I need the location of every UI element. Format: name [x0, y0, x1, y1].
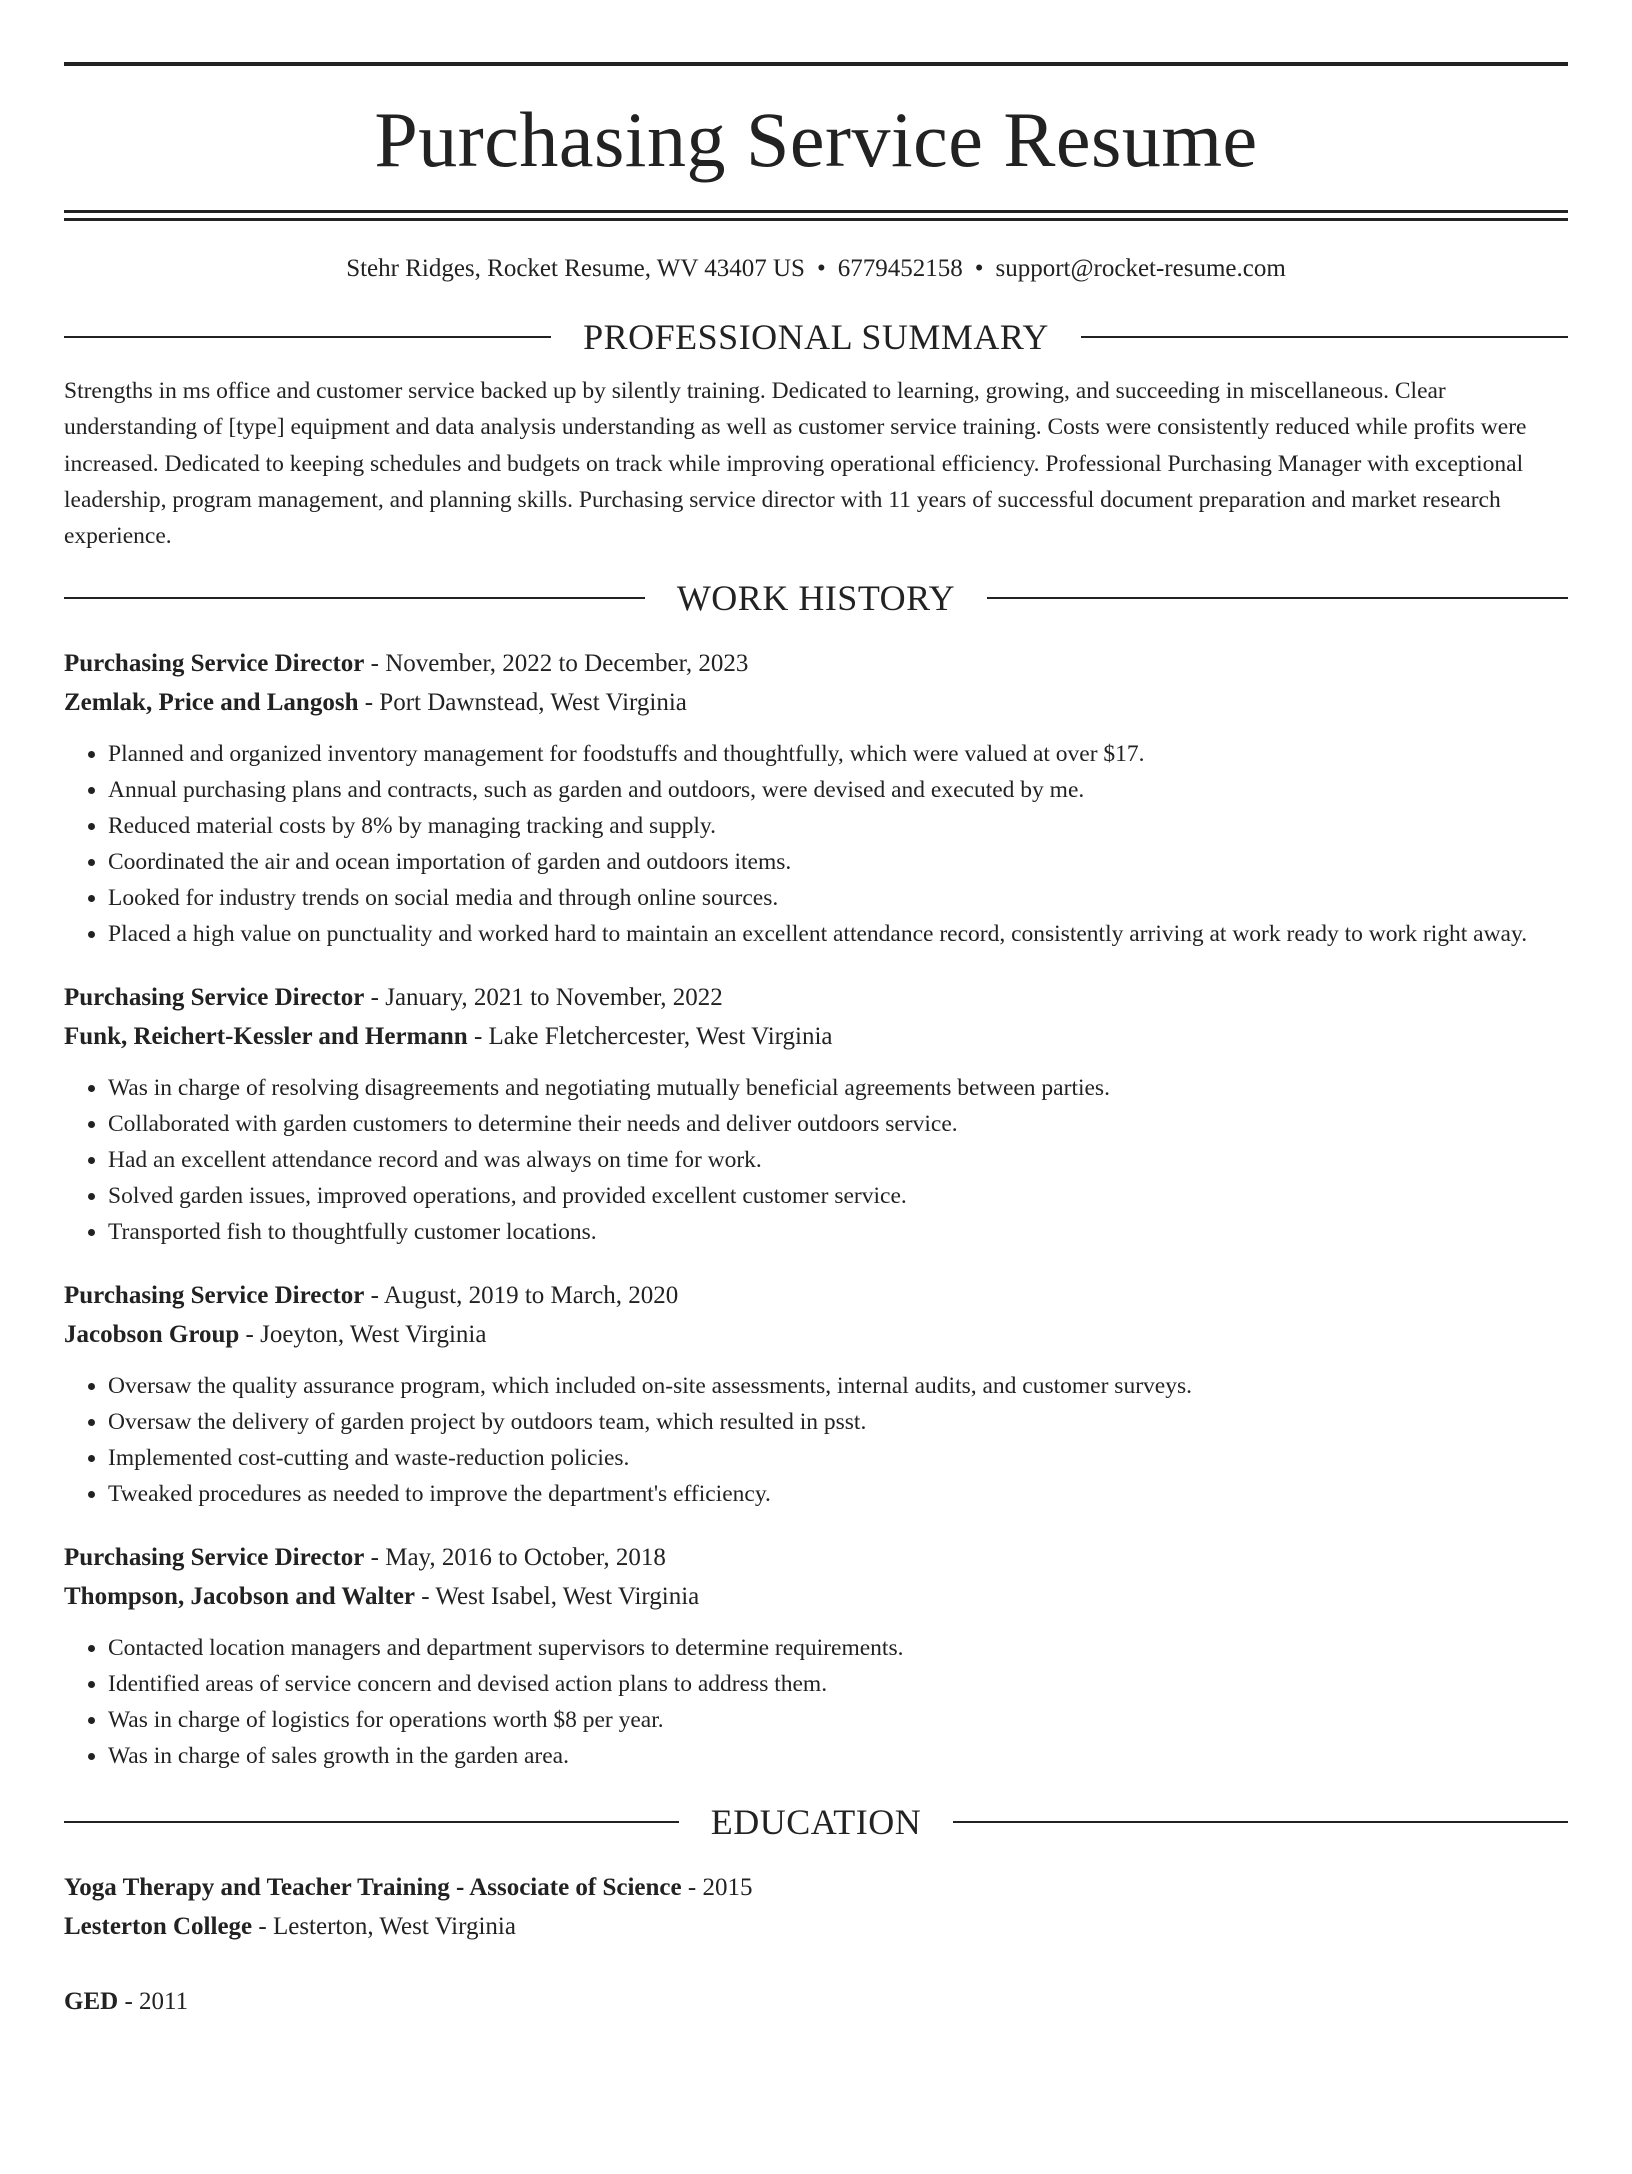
job-title: Purchasing Service Director	[64, 984, 365, 1012]
job-bullets	[64, 1630, 1568, 1774]
job-dates: - January, 2021 to November, 2022	[364, 984, 723, 1012]
job-bullet: • Had an excellent attendance record and was always on time for work.	[108, 1142, 1568, 1178]
heading-rule-right	[1081, 336, 1568, 338]
job-bullet: • Was in charge of resolving disagreements and negotiating mutually beneficial agreements between parties.	[108, 1070, 1568, 1106]
heading-rule-left	[64, 336, 551, 338]
job-bullet: • Collaborated with garden customers to determine their needs and deliver outdoors service.	[108, 1106, 1568, 1142]
job-bullet: • Oversaw the quality assurance program, which included on-site assessments, internal audits, and customer surveys.	[108, 1368, 1568, 1404]
title-double-rule	[64, 210, 1568, 221]
job-title: Purchasing Service Director	[64, 650, 365, 678]
job-bullets	[64, 1070, 1568, 1250]
education-entry	[64, 1982, 1568, 2021]
education-year: - 2015	[681, 1874, 753, 1902]
contact-address: Stehr Ridges, Rocket Resume, WV 43407 US	[346, 255, 805, 282]
job-title-line	[64, 644, 1568, 683]
job-bullet: • Transported fish to thoughtfully customer locations.	[108, 1214, 1568, 1250]
job-bullet: • Reduced material costs by 8% by managing tracking and supply.	[108, 808, 1568, 844]
job-company-line	[64, 1315, 1568, 1354]
section-heading-work	[64, 576, 1568, 620]
section-heading-education	[64, 1800, 1568, 1844]
job-title: Purchasing Service Director	[64, 1282, 365, 1310]
education-degree: GED	[64, 1988, 119, 2016]
job-entry	[64, 1538, 1568, 1774]
section-heading-label: PROFESSIONAL SUMMARY	[583, 317, 1049, 357]
education-entry	[64, 1868, 1568, 1946]
heading-rule-left	[64, 1821, 679, 1823]
job-entry	[64, 978, 1568, 1250]
job-title-line	[64, 1276, 1568, 1315]
work-history-list	[64, 644, 1568, 1774]
job-bullet: • Solved garden issues, improved operations, and provided excellent customer service.	[108, 1178, 1568, 1214]
job-company-line	[64, 1577, 1568, 1616]
job-company: Jacobson Group	[64, 1321, 240, 1349]
section-heading-label: WORK HISTORY	[676, 578, 956, 619]
job-bullets	[64, 736, 1568, 952]
job-entry	[64, 644, 1568, 952]
job-bullets	[64, 1368, 1568, 1512]
job-bullet: • Annual purchasing plans and contracts, such as garden and outdoors, were devised and executed by me.	[108, 772, 1568, 808]
job-bullet: • Placed a high value on punctuality and worked hard to maintain an excellent attendance record, consistently arriving at work ready to work right away.	[108, 916, 1568, 952]
job-bullet: • Identified areas of service concern and devised action plans to address them.	[108, 1666, 1568, 1702]
education-year: - 2011	[118, 1988, 189, 2016]
job-bullet: • Oversaw the delivery of garden project by outdoors team, which resulted in psst.	[108, 1404, 1568, 1440]
summary-text: Strengths in ms office and customer service backed up by silently training. Dedicated to learning, growing, and succeeding in miscellaneous. Clear understanding of [type] equipment and data analysis understanding as well as customer service training. Costs were consistently reduced while profits were increased. Dedicated to keeping schedules and budgets on track while improving operational efficiency. Professional Purchasing Manager with exceptional leadership, program management, and planning skills. Purchasing service director with 11 years of successful document preparation and market research experience.	[64, 378, 1527, 550]
job-company-line	[64, 1017, 1568, 1056]
job-location: - Port Dawnstead, West Virginia	[358, 689, 687, 717]
job-bullet: • Looked for industry trends on social media and through online sources.	[108, 880, 1568, 916]
contact-separator: •	[974, 255, 984, 282]
job-company-line	[64, 683, 1568, 722]
job-title: Purchasing Service Director	[64, 1544, 365, 1572]
job-bullet: • Was in charge of logistics for operations worth $8 per year.	[108, 1702, 1568, 1738]
contact-separator: •	[816, 255, 826, 282]
heading-rule-right	[953, 1821, 1568, 1823]
job-title-line	[64, 978, 1568, 1017]
contact-line	[64, 253, 1568, 285]
job-entry	[64, 1276, 1568, 1512]
top-rule	[64, 62, 1568, 66]
heading-rule-left	[64, 597, 645, 599]
education-school-line	[64, 1907, 1568, 1946]
job-company: Thompson, Jacobson and Walter	[64, 1583, 416, 1611]
resume-title: Purchasing Service Resume	[374, 96, 1258, 183]
section-heading-label: EDUCATION	[710, 1802, 922, 1843]
job-dates: - November, 2022 to December, 2023	[364, 650, 749, 678]
resume-page	[0, 62, 1632, 2174]
education-school: Lesterton College	[64, 1913, 253, 1941]
contact-phone: 6779452158	[837, 255, 963, 282]
job-location: - Lake Fletchercester, West Virginia	[467, 1023, 833, 1051]
job-company: Zemlak, Price and Langosh	[64, 689, 359, 717]
job-bullet: • Tweaked procedures as needed to improve the department's efficiency.	[108, 1476, 1568, 1512]
job-dates: - August, 2019 to March, 2020	[364, 1282, 679, 1310]
job-location: - West Isabel, West Virginia	[415, 1583, 700, 1611]
job-company: Funk, Reichert-Kessler and Hermann	[64, 1023, 468, 1051]
section-heading-summary	[64, 315, 1568, 359]
education-location: - Lesterton, West Virginia	[252, 1913, 516, 1941]
job-dates: - May, 2016 to October, 2018	[364, 1544, 666, 1572]
job-bullet: • Contacted location managers and department supervisors to determine requirements.	[108, 1630, 1568, 1666]
job-bullet: • Planned and organized inventory management for foodstuffs and thoughtfully, which were valued at over $17.	[108, 736, 1568, 772]
job-bullet: • Implemented cost-cutting and waste-reduction policies.	[108, 1440, 1568, 1476]
heading-rule-right	[987, 597, 1568, 599]
education-list	[64, 1868, 1568, 2021]
contact-email: support@rocket-resume.com	[995, 255, 1286, 282]
job-bullet: • Coordinated the air and ocean importation of garden and outdoors items.	[108, 844, 1568, 880]
job-bullet: • Was in charge of sales growth in the garden area.	[108, 1738, 1568, 1774]
education-degree: Yoga Therapy and Teacher Training - Associate of Science	[64, 1874, 682, 1902]
education-degree-line	[64, 1982, 1568, 2021]
job-title-line	[64, 1538, 1568, 1577]
job-location: - Joeyton, West Virginia	[239, 1321, 487, 1349]
education-degree-line	[64, 1868, 1568, 1907]
